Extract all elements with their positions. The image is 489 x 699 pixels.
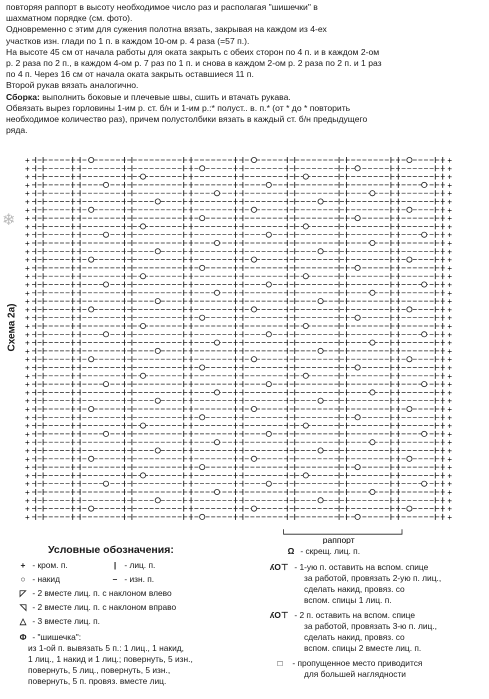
legend-cross-left: [266, 610, 415, 620]
yarn-over-mark: [251, 456, 256, 461]
legend-yo-text: - накид: [32, 574, 60, 584]
edge-stitch-mark: +: [25, 313, 30, 323]
purl-stitch-icon: –: [112, 574, 118, 584]
edge-stitch-mark: +: [447, 413, 453, 423]
intro-line: Одновременно с этим для сужения полотна вязать, закрывая на каждом из 4-ех: [6, 24, 327, 35]
yarn-over-mark: [89, 357, 94, 362]
edge-stitch-icon: +: [20, 560, 26, 570]
yarn-over-mark: [422, 481, 427, 486]
legend-edge-text: - кром. п.: [32, 560, 68, 570]
edge-stitch-mark: +: [25, 488, 30, 497]
intro-line: р. 2 раза по 2 п., в каждом 4-ом р. 7 раз по 1 п. и снова в каждом 2-ом р. 2 раза по 2 п. и 1 раз: [6, 58, 382, 69]
edge-stitch-mark: +: [447, 288, 453, 298]
yarn-over-mark: [266, 431, 271, 436]
edge-stitch-mark: +: [447, 214, 453, 224]
snowflake-icon: ❄: [2, 212, 16, 229]
yarn-over-mark: [422, 182, 427, 187]
knitting-chart: [6, 152, 482, 544]
yarn-over-mark: [155, 199, 160, 204]
edge-stitch-mark: +: [25, 197, 30, 207]
edge-stitch-mark: +: [447, 197, 453, 207]
yarn-over-mark: [370, 390, 375, 395]
edge-stitch-mark: +: [25, 205, 30, 215]
edge-stitch-mark: +: [447, 272, 453, 282]
yarn-over-mark: [140, 323, 145, 328]
yarn-over-mark: [407, 257, 412, 262]
legend-bobble-line: повернуть, 5 п. провяз. вместе лиц.: [28, 676, 167, 686]
legend-cross-right-line: за работой, провязать 2-ую п. лиц.,: [304, 573, 442, 583]
legend: [8, 544, 484, 694]
legend-k2tog-left-text: - 2 вместе лиц. п. с наклоном влево: [32, 588, 172, 598]
yarn-over-mark: [200, 415, 205, 420]
yarn-over-mark: [370, 191, 375, 196]
yarn-over-mark: [200, 265, 205, 270]
edge-stitch-mark: +: [25, 222, 30, 232]
edge-stitch-mark: +: [447, 479, 453, 489]
yarn-over-mark: [103, 382, 108, 387]
yarn-over-mark: [303, 323, 308, 328]
edge-stitch-mark: +: [25, 371, 30, 381]
legend-bobble-line: из 1-ой п. вывязать 5 п.: 1 лиц., 1 накид,: [28, 643, 184, 653]
yarn-over-mark: [266, 481, 271, 486]
yarn-over-mark: [251, 157, 256, 162]
edge-stitch-mark: +: [447, 405, 453, 414]
edge-stitch-mark: +: [447, 255, 453, 265]
edge-stitch-mark: +: [447, 471, 453, 481]
yarn-over-mark: [251, 257, 256, 262]
edge-stitch-mark: +: [447, 355, 453, 365]
legend-title: Условные обозначения:: [48, 544, 174, 556]
yarn-over-mark: [214, 440, 219, 445]
edge-stitch-mark: +: [25, 454, 30, 464]
k3tog-icon: △: [19, 616, 27, 626]
edge-stitch-mark: +: [447, 421, 453, 431]
edge-stitch-mark: +: [447, 371, 453, 381]
edge-stitch-mark: +: [447, 446, 453, 456]
intro-line: участков изн. глади по 1 п. в каждом 10-ом р. 4 раза (=57 п.).: [6, 35, 250, 46]
yarn-over-mark: [318, 249, 323, 254]
yarn-over-mark: [140, 274, 145, 279]
yarn-over-mark: [155, 299, 160, 304]
edge-stitch-mark: +: [447, 496, 453, 506]
yarn-over-mark: [266, 382, 271, 387]
yarn-over-mark: [355, 514, 360, 519]
yarn-over-mark: [303, 373, 308, 378]
edge-stitch-mark: +: [447, 512, 453, 522]
yarn-over-mark: [140, 473, 145, 478]
legend-bobble: [16, 632, 81, 642]
intro-line: ряда.: [6, 125, 28, 136]
edge-stitch-mark: +: [25, 156, 30, 165]
edge-stitch-mark: +: [447, 488, 453, 497]
yarn-over-mark: [370, 489, 375, 494]
yarn-over-mark: [214, 340, 219, 345]
legend-cross-right-line: сделать накид, провяз. со: [304, 584, 405, 594]
legend-knit: [108, 560, 155, 570]
yarn-over-mark: [318, 199, 323, 204]
legend-crossed: [284, 546, 360, 556]
legend-skip-line: для большей наглядности: [304, 669, 406, 679]
edge-stitch-mark: +: [447, 247, 453, 257]
yarn-over-mark: [370, 290, 375, 295]
yarn-over-mark: [422, 431, 427, 436]
yarn-over-mark: [355, 315, 360, 320]
edge-stitch-mark: +: [447, 454, 453, 464]
edge-stitch-mark: +: [447, 239, 453, 248]
edge-stitch-mark: +: [25, 214, 30, 224]
edge-stitch-mark: +: [447, 338, 453, 348]
legend-bobble-label: - "шишечка":: [32, 632, 82, 642]
edge-stitch-mark: +: [25, 438, 30, 448]
edge-stitch-mark: +: [25, 288, 30, 298]
edge-stitch-mark: +: [25, 247, 30, 257]
yarn-over-mark: [200, 514, 205, 519]
yarn-over-mark: [155, 348, 160, 353]
bobble-icon: Φ: [19, 632, 27, 642]
yarn-over-mark: [140, 224, 145, 229]
edge-stitch-mark: +: [447, 263, 453, 273]
yarn-over-mark: [140, 423, 145, 428]
yarn-over-mark: [200, 465, 205, 470]
yarn-over-mark: [200, 216, 205, 221]
edge-stitch-mark: +: [25, 338, 30, 348]
chart-rows: [25, 156, 452, 522]
edge-stitch-mark: +: [25, 180, 30, 190]
edge-stitch-mark: +: [447, 504, 453, 514]
edge-stitch-mark: +: [447, 363, 453, 373]
yarn-over-mark: [251, 406, 256, 411]
edge-stitch-mark: +: [447, 429, 453, 439]
repeat-label: раппорт: [322, 535, 355, 544]
yarn-over-mark: [407, 406, 412, 411]
edge-stitch-mark: +: [447, 463, 453, 473]
yarn-over-mark: [89, 257, 94, 262]
edge-stitch-mark: +: [25, 305, 30, 315]
yarn-over-mark: [303, 274, 308, 279]
yarn-over-mark: [318, 498, 323, 503]
intro-line: На высоте 45 см от начала работы для оката закрыть с обеих сторон по 4 п. и в каждом 2-ом: [6, 46, 380, 57]
yarn-over-mark: [303, 174, 308, 179]
legend-crossed-text: - скрещ. лиц. п.: [300, 546, 361, 556]
edge-stitch-mark: +: [25, 255, 30, 265]
legend-k2tog-right: [16, 602, 176, 612]
legend-knit-text: - лиц. п.: [124, 560, 156, 570]
yarn-over-mark: [318, 398, 323, 403]
edge-stitch-mark: +: [25, 504, 30, 514]
edge-stitch-mark: +: [447, 164, 453, 174]
intro-line: шахматном порядке (см. фото).: [6, 13, 133, 24]
assembly-text: выполнить боковые и плечевые швы, сшить и втачать рукава.: [39, 91, 291, 102]
skipped-cell-icon: □: [277, 658, 283, 668]
edge-stitch-mark: +: [25, 189, 30, 199]
legend-cross-right-text: - 1-ую п. оставить на вспом. спице: [294, 562, 429, 572]
yarn-over-mark: [89, 207, 94, 212]
yarn-over-mark: [266, 282, 271, 287]
legend-edge: [16, 560, 68, 570]
yarn-over-mark: [355, 465, 360, 470]
edge-stitch-mark: +: [447, 230, 453, 240]
yarn-over-mark: [407, 207, 412, 212]
legend-skip-text: - пропущенное место приводится: [292, 658, 423, 668]
cross-right-icon: ʎO⊤: [269, 562, 289, 572]
yarn-over-mark: [303, 473, 308, 478]
edge-stitch-mark: +: [447, 313, 453, 323]
legend-k3tog: [16, 616, 100, 626]
edge-stitch-mark: +: [25, 297, 30, 307]
edge-stitch-mark: +: [25, 463, 30, 473]
edge-stitch-mark: +: [25, 172, 30, 182]
yarn-over-mark: [266, 182, 271, 187]
yarn-over-mark: [407, 357, 412, 362]
legend-yo: [16, 574, 60, 584]
intro-line: Обвязать вырез горловины 1-им р. ст. б/н и 1-им р.:* полуст.. в. п.* (от * до * повторить: [6, 102, 351, 113]
edge-stitch-mark: +: [447, 305, 453, 315]
yarn-over-mark: [370, 240, 375, 245]
edge-stitch-mark: +: [447, 156, 453, 165]
legend-k3tog-text: - 3 вместе лиц. п.: [32, 616, 100, 626]
yarn-over-icon: ○: [20, 574, 26, 584]
yarn-over-mark: [355, 265, 360, 270]
edge-stitch-mark: +: [25, 396, 30, 406]
cross-left-icon: ʎO⊤: [269, 610, 289, 620]
yarn-over-mark: [251, 307, 256, 312]
yarn-over-mark: [251, 207, 256, 212]
k2tog-right-icon: ◹: [19, 602, 27, 612]
yarn-over-mark: [266, 232, 271, 237]
edge-stitch-mark: +: [25, 512, 30, 522]
yarn-over-mark: [355, 166, 360, 171]
edge-stitch-mark: +: [25, 164, 30, 174]
yarn-over-mark: [318, 348, 323, 353]
yarn-over-mark: [103, 282, 108, 287]
legend-bobble-line: 1 лиц., 1 накид и 1 лиц.; повернуть, 5 изн.,: [28, 654, 193, 664]
yarn-over-mark: [155, 398, 160, 403]
edge-stitch-mark: +: [447, 180, 453, 190]
yarn-over-mark: [355, 415, 360, 420]
edge-stitch-mark: +: [25, 388, 30, 398]
edge-stitch-mark: +: [25, 272, 30, 282]
yarn-over-mark: [214, 290, 219, 295]
edge-stitch-mark: +: [25, 380, 30, 390]
yarn-over-mark: [155, 249, 160, 254]
edge-stitch-mark: +: [447, 438, 453, 448]
edge-stitch-mark: +: [25, 263, 30, 273]
edge-stitch-mark: +: [25, 496, 30, 506]
yarn-over-mark: [355, 365, 360, 370]
yarn-over-mark: [422, 232, 427, 237]
yarn-over-mark: [140, 174, 145, 179]
edge-stitch-mark: +: [25, 322, 30, 331]
yarn-over-mark: [407, 456, 412, 461]
intro-line: повторяя раппорт в высоту необходимое число раз и располагая "шишечки" в: [6, 2, 318, 12]
edge-stitch-mark: +: [447, 280, 453, 290]
yarn-over-mark: [407, 157, 412, 162]
assembly-line: [6, 92, 482, 103]
legend-cross-left-text: - 2 п. оставить на вспом. спице: [294, 610, 416, 620]
edge-stitch-mark: +: [25, 239, 30, 248]
edge-stitch-mark: +: [447, 322, 453, 331]
legend-cross-left-line: за работой, провязать 3-ю п. лиц.,: [304, 621, 437, 631]
yarn-over-mark: [89, 406, 94, 411]
edge-stitch-mark: +: [25, 230, 30, 240]
edge-stitch-mark: +: [25, 355, 30, 365]
edge-stitch-mark: +: [447, 172, 453, 182]
k2tog-left-icon: ◸: [19, 588, 27, 598]
edge-stitch-mark: +: [25, 363, 30, 373]
edge-stitch-mark: +: [25, 280, 30, 290]
yarn-over-mark: [318, 448, 323, 453]
intro-line: по 4 п. Через 16 см от начала оката закрыть оставшиеся 11 п.: [6, 69, 254, 80]
edge-stitch-mark: +: [447, 222, 453, 232]
chart-title: Схема 2а): [6, 303, 18, 352]
yarn-over-mark: [251, 506, 256, 511]
yarn-over-mark: [303, 224, 308, 229]
yarn-over-mark: [103, 182, 108, 187]
yarn-over-mark: [422, 332, 427, 337]
edge-stitch-mark: +: [25, 471, 30, 481]
edge-stitch-mark: +: [25, 405, 30, 414]
edge-stitch-mark: +: [447, 297, 453, 307]
yarn-over-mark: [370, 340, 375, 345]
yarn-over-mark: [422, 282, 427, 287]
edge-stitch-mark: +: [25, 421, 30, 431]
edge-stitch-mark: +: [25, 330, 30, 340]
legend-k2tog-left: [16, 588, 172, 598]
yarn-over-mark: [103, 481, 108, 486]
knit-stitch-icon: |: [113, 560, 117, 570]
intro-text: [6, 2, 482, 136]
legend-bobble-line: повернуть, 5 лиц., повернуть, 5 изн.,: [28, 665, 171, 675]
yarn-over-mark: [103, 431, 108, 436]
edge-stitch-mark: +: [25, 446, 30, 456]
legend-cross-left-line: вспом. спицы 2 вместе лиц. п.: [304, 643, 422, 653]
yarn-over-mark: [318, 299, 323, 304]
legend-k2tog-right-text: - 2 вместе лиц. п. с наклоном вправо: [32, 602, 177, 612]
yarn-over-mark: [214, 390, 219, 395]
yarn-over-mark: [200, 315, 205, 320]
yarn-over-mark: [422, 382, 427, 387]
edge-stitch-mark: +: [25, 429, 30, 439]
intro-line: необходимое количество раз), причем полустолбики вязать в каждый ст. б/н предыдущего: [6, 114, 368, 125]
yarn-over-mark: [214, 191, 219, 196]
repeat-bracket: [284, 529, 402, 534]
legend-cross-left-line: сделать накид, провяз. со: [304, 632, 405, 642]
edge-stitch-mark: +: [447, 189, 453, 199]
yarn-over-mark: [89, 456, 94, 461]
yarn-over-mark: [407, 506, 412, 511]
legend-cross-right: [266, 562, 428, 572]
yarn-over-mark: [214, 489, 219, 494]
legend-cross-right-line: вспом. спицы 1 лиц. п.: [304, 595, 392, 605]
yarn-over-mark: [266, 332, 271, 337]
chart-grid: [10, 152, 482, 544]
edge-stitch-mark: +: [447, 396, 453, 406]
edge-stitch-mark: +: [447, 205, 453, 215]
yarn-over-mark: [89, 157, 94, 162]
yarn-over-mark: [214, 240, 219, 245]
yarn-over-mark: [140, 373, 145, 378]
yarn-over-mark: [303, 423, 308, 428]
intro-line: Второй рукав вязать аналогично.: [6, 80, 139, 91]
edge-stitch-mark: +: [447, 380, 453, 390]
edge-stitch-mark: +: [25, 479, 30, 489]
crossed-knit-icon: Ω: [287, 546, 295, 556]
legend-purl: [108, 574, 154, 584]
yarn-over-mark: [407, 307, 412, 312]
assembly-label: Сборка:: [6, 91, 40, 102]
edge-stitch-mark: +: [25, 346, 30, 356]
edge-stitch-mark: +: [447, 346, 453, 356]
yarn-over-mark: [89, 307, 94, 312]
yarn-over-mark: [200, 365, 205, 370]
legend-skip: [270, 658, 422, 668]
edge-stitch-mark: +: [447, 388, 453, 398]
yarn-over-mark: [89, 506, 94, 511]
edge-stitch-mark: +: [447, 330, 453, 340]
legend-purl-text: - изн. п.: [124, 574, 155, 584]
yarn-over-mark: [370, 440, 375, 445]
yarn-over-mark: [251, 357, 256, 362]
yarn-over-mark: [103, 232, 108, 237]
yarn-over-mark: [155, 498, 160, 503]
yarn-over-mark: [103, 332, 108, 337]
edge-stitch-mark: +: [25, 413, 30, 423]
yarn-over-mark: [200, 166, 205, 171]
yarn-over-mark: [155, 448, 160, 453]
yarn-over-mark: [355, 216, 360, 221]
